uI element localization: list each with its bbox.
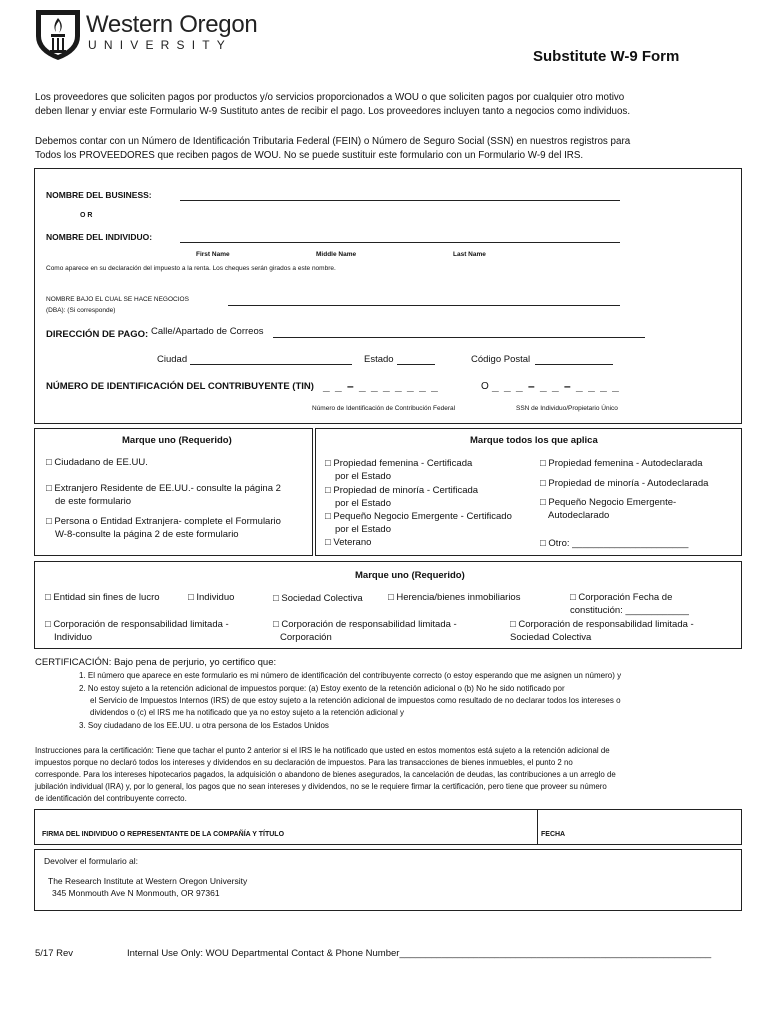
signature-label: FIRMA DEL INDIVIDUO O REPRESENTANTE DE LA COMPAÑÍA Y TÍTULO — [42, 831, 285, 838]
corporation-date-field[interactable]: constitución: ____________ — [570, 605, 689, 616]
logo-wordmark: Western Oregon — [86, 11, 258, 38]
first-name-caption: First Name — [196, 251, 230, 258]
minority-self-option[interactable]: □ Propiedad de minoría - Autodeclarada — [540, 478, 709, 489]
us-citizen-option[interactable]: □ Ciudadano de EE.UU. — [46, 457, 148, 468]
llc-partnership-cont: Sociedad Colectiva — [510, 632, 592, 643]
date-label: FECHA — [541, 831, 566, 838]
tin-label: NÚMERO DE IDENTIFICACIÓN DEL CONTRIBUYENTE (TIN) — [46, 381, 314, 392]
emerging-small-business-certified-option[interactable]: □ Pequeño Negocio Emergente - Certificado — [325, 511, 512, 522]
emerging-small-business-self-cont: Autodeclarado — [548, 510, 610, 521]
certification-item-2-l3: dividendos o (c) el IRS me ha notificado que ya no estoy sujeto a la retención adicional y — [90, 708, 404, 717]
date-field[interactable] — [537, 809, 742, 845]
women-owned-certified-cont: por el Estado — [335, 471, 391, 482]
business-name-field[interactable] — [180, 200, 620, 201]
payment-address-label: DIRECCIÓN DE PAGO: — [46, 329, 149, 340]
return-label: Devolver el formulario al: — [44, 856, 139, 866]
tax-name-note: Como aparece en su declaración del impuesto a la renta. Los cheques serán girados a este nombre. — [46, 265, 336, 272]
city-field[interactable] — [190, 364, 352, 365]
nonprofit-option[interactable]: □ Entidad sin fines de lucro — [45, 592, 160, 603]
internal-use-line: Internal Use Only: WOU Departmental Contact & Phone Number___________________________________________________________ — [127, 948, 712, 959]
citizenship-header: Marque uno (Requerido) — [122, 435, 232, 446]
entity-type-header: Marque uno (Requerido) — [355, 570, 465, 581]
ssn-caption: SSN de Individuo/Propietario Único — [516, 405, 618, 412]
revision-label: 5/17 Rev — [35, 948, 74, 959]
llc-corporation-option[interactable]: □ Corporación de responsabilidad limitada - — [273, 619, 457, 630]
business-class-header: Marque todos los que aplica — [470, 435, 598, 446]
dba-label-line-2: (DBA): (Si corresponde) — [46, 307, 116, 314]
llc-individual-option[interactable]: □ Corporación de responsabilidad limitada - — [45, 619, 229, 630]
fein-caption: Número de Identificación de Contribución Federal — [312, 405, 456, 412]
women-owned-certified-option[interactable]: □ Propiedad femenina - Certificada — [325, 458, 473, 469]
corporation-option[interactable]: □ Corporación Fecha de — [570, 592, 673, 603]
logo-subtitle: UNIVERSITY — [88, 38, 233, 52]
signature-field[interactable] — [34, 809, 538, 845]
instructions-line-1: Instrucciones para la certificación: Tiene que tachar el punto 2 anterior si el IRS le ha notificado que usted en estos momentos está sujeto a la retención adicional de — [35, 746, 610, 755]
other-option[interactable]: □ Otro: ______________________ — [540, 538, 689, 549]
return-org: The Research Institute at Western Oregon University — [48, 876, 248, 886]
instructions-line-5: de identificación del contribuyente correcto. — [35, 794, 187, 803]
street-label: Calle/Apartado de Correos — [151, 326, 264, 337]
llc-individual-cont: Individuo — [54, 632, 93, 643]
minority-certified-option[interactable]: □ Propiedad de minoría - Certificada — [325, 485, 479, 496]
minority-certified-cont: por el Estado — [335, 498, 391, 509]
intro-line-2: deben llenar y enviar este Formulario W-9 Sustituto antes de recibir el pago. Los proveedores incluyen tanto a negocios como individuos. — [35, 106, 631, 117]
foreign-person-option[interactable]: □ Persona o Entidad Extranjera- complete el Formulario — [46, 516, 281, 527]
street-field[interactable] — [273, 337, 645, 338]
veteran-option[interactable]: □ Veterano — [325, 537, 372, 548]
form-title: Substitute W-9 Form — [533, 48, 680, 65]
dba-field[interactable] — [228, 305, 620, 306]
certification-item-3: 3. Soy ciudadano de los EE.UU. u otra persona de los Estados Unidos — [79, 721, 329, 730]
certification-item-1: 1. El número que aparece en este formulario es mi número de identificación del contribuyente correcto (o estoy esperando que me asignen un número) y — [79, 671, 622, 680]
certification-title: CERTIFICACIÓN: Bajo pena de perjurio, yo certifico que: — [35, 657, 277, 668]
certification-item-2-l1: 2. No estoy sujeto a la retención adicional de impuestos porque: (a) Estoy exento de la retención adicional o (b) No he sido notificado por — [79, 684, 565, 693]
or-label: O R — [80, 212, 93, 219]
middle-name-caption: Middle Name — [316, 251, 357, 258]
individual-name-field[interactable] — [180, 242, 620, 243]
foreign-person-option-cont: W-8-consulte la página 2 de este formulario — [55, 529, 239, 540]
zip-field[interactable] — [535, 364, 613, 365]
llc-corporation-cont: Corporación — [280, 632, 332, 643]
state-field[interactable] — [397, 364, 435, 365]
fein-input[interactable]: _ _ – _ _ _ _ _ _ _ — [323, 379, 439, 393]
individual-option[interactable]: □ Individuo — [188, 592, 235, 603]
certification-item-2-l2: el Servicio de Impuestos Internos (IRS) de que estoy sujeto a la retención adicional de impuestos como resultado de no declarar todos los intereses o — [90, 696, 621, 705]
instructions-line-4: jubilación individual (IRA) y, por lo general, los pagos que no sean intereses y dividendos, no se le requiere firmar la certificación, pero tiene que proveer su número — [35, 782, 607, 791]
return-address: 345 Monmouth Ave N Monmouth, OR 97361 — [52, 888, 220, 898]
estate-option[interactable]: □ Herencia/bienes inmobiliarios — [388, 592, 521, 603]
business-name-label: NOMBRE DEL BUSINESS: — [46, 190, 152, 200]
individual-name-label: NOMBRE DEL INDIVIDUO: — [46, 232, 153, 242]
state-label: Estado — [364, 354, 394, 365]
zip-label: Código Postal — [471, 354, 531, 365]
tin-or-label: O — [481, 381, 489, 392]
emerging-small-business-certified-cont: por el Estado — [335, 524, 391, 535]
partnership-option[interactable]: □ Sociedad Colectiva — [273, 593, 363, 604]
city-label: Ciudad — [157, 354, 188, 365]
llc-partnership-option[interactable]: □ Corporación de responsabilidad limitada - — [510, 619, 694, 630]
intro-line-3: Debemos contar con un Número de Identificación Tributaria Federal (FEIN) o Número de Seguro Social (SSN) en nuestros registros para — [35, 136, 631, 147]
resident-alien-option-cont: de este formulario — [55, 496, 132, 507]
instructions-line-2: impuestos porque no declaró todos los intereses y dividendos en su declaración de impuestos. Para las transacciones de bienes inmuebles, el punto 2 no — [35, 758, 573, 767]
emerging-small-business-self-option[interactable]: □ Pequeño Negocio Emergente- — [540, 497, 677, 508]
women-owned-self-option[interactable]: □ Propiedad femenina - Autodeclarada — [540, 458, 703, 469]
intro-line-4: Todos los PROVEEDORES que reciben pagos de WOU. No se puede sustituir este formulario con un Formulario W-9 del IRS. — [35, 150, 584, 161]
ssn-input[interactable]: _ _ _ – _ _ – _ _ _ _ — [492, 379, 620, 393]
university-logo — [32, 6, 84, 62]
last-name-caption: Last Name — [453, 251, 486, 258]
intro-line-1: Los proveedores que soliciten pagos por productos y/o servicios proporcionados a WOU o que soliciten pagos por cualquier otro motivo — [35, 92, 625, 103]
instructions-line-3: corresponde. Para los intereses hipotecarios pagados, la adquisición o abandono de bienes asegurados, la cancelación de deudas, las contribuciones a un arreglo de — [35, 770, 616, 779]
resident-alien-option[interactable]: □ Extranjero Residente de EE.UU.- consulte la página 2 — [46, 483, 281, 494]
dba-label-line-1: NOMBRE BAJO EL CUAL SE HACE NEGOCIOS — [46, 296, 189, 303]
